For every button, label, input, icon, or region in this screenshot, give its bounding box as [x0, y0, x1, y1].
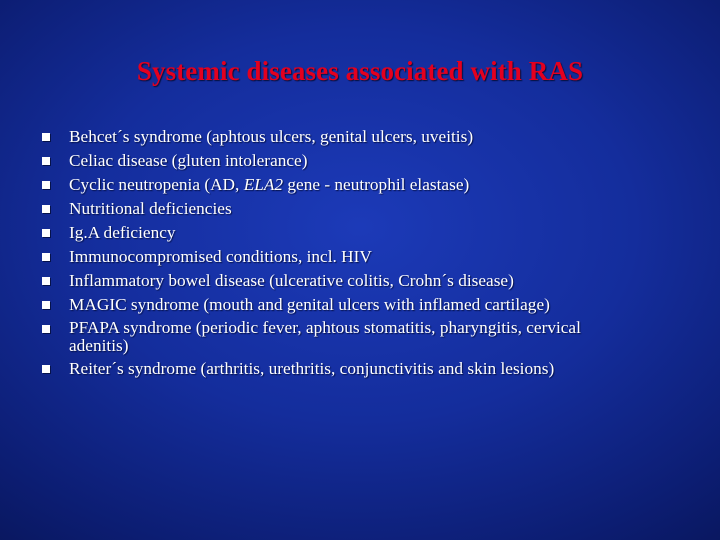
square-bullet-icon — [42, 301, 50, 309]
square-bullet-icon — [42, 253, 50, 261]
list-item — [40, 175, 680, 195]
bullet-list — [40, 127, 680, 383]
list-item-text: Immunocompromised conditions, incl. HIV — [69, 247, 372, 266]
square-bullet-icon — [42, 133, 50, 141]
gene-name: ELA2 — [243, 175, 284, 194]
list-item-text: Celiac disease (gluten intolerance) — [69, 151, 308, 170]
square-bullet-icon — [42, 325, 50, 333]
list-item — [40, 199, 680, 219]
list-item-text: adenitis) — [69, 336, 129, 355]
list-item — [40, 295, 680, 315]
list-item-text: gene - neutrophil elastase) — [283, 175, 470, 194]
list-item — [40, 359, 680, 379]
square-bullet-icon — [42, 205, 50, 213]
list-item — [40, 247, 680, 267]
list-item-text: Inflammatory bowel disease (ulcerative colitis, Crohn´s disease) — [69, 271, 514, 290]
square-bullet-icon — [42, 365, 50, 373]
list-item — [40, 271, 680, 291]
square-bullet-icon — [42, 181, 50, 189]
list-item-text: Behcet´s syndrome (aphtous ulcers, genital ulcers, uveitis) — [69, 127, 474, 146]
slide-title: Systemic diseases associated with RAS — [136, 56, 584, 86]
list-item-text: Cyclic neutropenia (AD, — [69, 175, 244, 194]
square-bullet-icon — [42, 277, 50, 285]
list-item-text: Nutritional deficiencies — [69, 199, 232, 218]
square-bullet-icon — [42, 229, 50, 237]
list-item-text: MAGIC syndrome (mouth and genital ulcers with inflamed cartilage) — [69, 295, 550, 314]
list-item-text: Reiter´s syndrome (arthritis, urethritis, conjunctivitis and skin lesions) — [69, 359, 555, 378]
list-item — [40, 223, 680, 243]
list-item — [40, 151, 680, 171]
list-item — [40, 127, 680, 147]
list-item-text: Ig.A deficiency — [69, 223, 176, 242]
list-item-text: PFAPA syndrome (periodic fever, aphtous stomatitis, pharyngitis, cervical — [69, 318, 581, 337]
list-item — [40, 319, 680, 355]
square-bullet-icon — [42, 157, 50, 165]
